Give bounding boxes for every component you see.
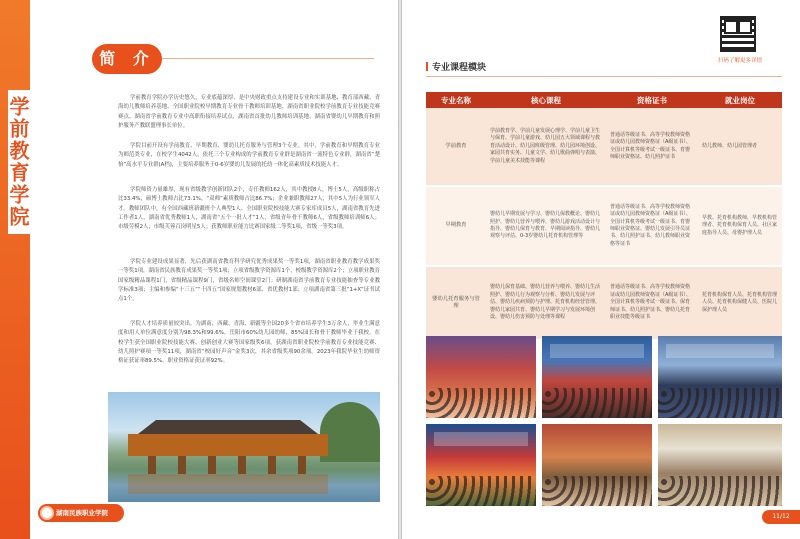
intro-paragraph-1: 学前教育学院办学历史悠久，专业底蕴深厚，是中央财政重点支持建设专业和实训基地、教育部西藏、青海幼儿教师培养基地、全国职业院校早期教育专业骨干教师培训基地、湖南省职业院校学前教育专业技能竞赛赛点、湖南省学前教育专业中高职衔接培养试点、湖南省首批幼儿教师培训基地、湖南省婴幼儿早期教育和照护服务产教联盟理事长单位。: [118, 95, 380, 129]
photo-performance: [426, 336, 536, 418]
header-major: 专业名称: [426, 92, 486, 108]
intro-paragraph-5: 学院人才培养质量较突出。为湖南、西藏、青海、新疆等全国20多个省市培养学生3万余人，毕业生满意度和用人单位满意度分别为98.3%和99.6%。岳阳市60%幼儿园幼师、85%园长和骨干教师毕业于我校。在校学生获全国职业院校技能大赛、创新创业大赛等国家级奖6项，获湖南省职业院校学前教育专业技能竞赛、幼儿照护赛项一等奖11项，湖南省“校园好声音”金奖3次，其余省级奖项90余项。2023年我院毕业生幼师资格证获证率89.5%，职业资格证获证率92%。: [118, 321, 380, 365]
photo-training-room: [658, 424, 782, 506]
bridge-roof: [138, 420, 318, 434]
row-major: 学前教育: [426, 108, 486, 186]
side-color-band: [0, 0, 30, 539]
table-row: [426, 186, 782, 266]
photo-trees: [320, 402, 380, 462]
college-logo-text: 湖南民族职业学院: [56, 509, 108, 517]
intro-paragraph-3: 学院师资力量雄厚，现有省级教学创新团队2个，专任教师162人，其中教授8人，博士5人，高级职称占比33.4%，硕博士教师占比73.1%，“双师”素质教师占比86.7%；企业兼职教师27人，其中5人为行业领军人才。教师团队中，有全国西藏班新疆班个人典型1人、全国职业院校技能大赛专家库成员5人，湖南省教育先进工作者1人，湖南省优秀教师1人，湖南省“五个一批人才”1人，省级青年骨干教师6人，省级教师培训师6人；市级劳模2人；市级芙蓉百岗明星5人；获教师职业能力比赛国家级二等奖1项，省级一等奖3项。: [118, 187, 380, 231]
qr-code-icon[interactable]: [720, 16, 756, 52]
row-job: 托育机构保育人员、托育机构管理人员、托育机构保健人员、医院儿保护理人员: [698, 266, 782, 340]
row-courses: 婴幼儿保育基础、婴幼儿营养与喂养、婴幼儿生活照护、婴幼儿行为观察与分析、婴幼儿发展与评估、婴幼儿疾病预防与护理、托育机构经营管理、婴幼儿家园共育、婴幼儿早期学习与发展环境创设、婴幼儿伤害预防与处理等课程: [486, 266, 606, 340]
table-header-row: [426, 92, 782, 108]
page-number: 11/12: [762, 510, 800, 524]
intro-paragraph-4: 学院专业建设成果显著，先后获湖南省教育科学研究优秀成果奖一等奖1项，湖南省职业教育教学成果奖一等奖1项，湖南省民族教育成果奖一等奖1项；立项省级教学资源库1个，校级教学资源库2个；立项职业教育国家级精品课程1门，省级精品课程9门，省级名师空间课堂2门；研制湖南省学前教育专业技能抽查等专业教学标准3项；主编和参编“十三五”“十四五”国家规划教材6部、省优教材1部；立项湖南省第三批“1+X”证书试点1个。: [118, 259, 380, 303]
row-job: 早教、托育机构教师、早教机构管理者、托育机构保育人员、社区家庭指导人员、母婴护理人员: [698, 186, 782, 266]
row-job: 幼儿教师、幼儿园管理者: [698, 108, 782, 186]
table-row: [426, 108, 782, 186]
college-logo-badge: [38, 504, 124, 522]
module-divider: [426, 76, 782, 77]
college-emblem-icon: [40, 506, 54, 520]
row-cert: 普通话等级证书、高等学校教师资格证或幼儿园教师资格证（A级证书）、全国计算机等级考试一级证书、育婴师职业资格证、幼儿照护证书: [606, 108, 698, 186]
row-major: 婴幼儿托育服务与管理: [426, 266, 486, 340]
right-page: [402, 0, 800, 539]
photo-ceremony: [542, 336, 652, 418]
header-cert: 资格证书: [606, 92, 698, 108]
section-heading-intro: 简 介: [92, 44, 162, 74]
row-cert: 普通话等级证书、高等学校教师资格证或幼儿园教师资格证（A级证书）、全国计算机等级考试一级证书、育婴师职业资格证、婴幼儿发展引导员证书、幼儿照护证书、幼儿教师职业资格等证书: [606, 186, 698, 266]
bridge-pillars: [148, 456, 308, 474]
module-title: 专业课程模块: [426, 60, 486, 73]
heading-divider: [162, 58, 374, 59]
row-courses: 婴幼儿早期发展与学习、婴幼儿保教概论、婴幼儿照护、婴幼儿营养与喂养、婴幼儿游戏活动设计与指导、婴幼儿保育与教育、早期阅读指导、婴幼儿观察与评估、0-3岁婴幼儿托育机构管理等: [486, 186, 606, 266]
row-cert: 普通话等级证书、高等学校教师资格证或幼儿园教师资格证（A级证书）、全国计算机等级考试一级证书、保育师证书、幼儿照护证书、婴幼儿托育职业技能等级证书: [606, 266, 698, 340]
row-major: 早期教育: [426, 186, 486, 266]
qr-caption: 扫码了解更多详情: [717, 58, 762, 64]
water-reflection: [128, 474, 328, 494]
campus-bridge-photo: [108, 392, 380, 502]
bridge-deck: [128, 434, 328, 456]
header-courses: 核心课程: [486, 92, 606, 108]
row-courses: 学前教育学、学前儿童发展心理学、学前儿童卫生与保育、学前儿童游戏、幼儿园五大领域课程与教育活动设计、幼儿园班级管理、幼儿园环境创设、家园共育实务、儿童文学、幼儿歌曲弹唱与表演、学前儿童美术技能等课程: [486, 108, 606, 186]
header-job: 就业岗位: [698, 92, 782, 108]
photo-auditorium: [658, 336, 782, 418]
photo-group-outdoor: [542, 424, 652, 506]
intro-paragraph-2: 学院目前开设有学前教育、早期教育、婴幼儿托育服务与管理3个专业。其中，学前教育和早期教育专业为师范类专业，在校学生4042人，依托三个专业构成的学前教育专业群是湖南省一流特色专业群，湖南省“楚怡”高水平专业群(A档)，主要培养服务于0-6岁婴幼儿发展的托幼一体化高素质技术技能人才。: [118, 143, 380, 168]
photo-group-award: [426, 424, 536, 506]
table-row: [426, 266, 782, 340]
college-vertical-title: 学前教育学院: [8, 90, 30, 234]
left-page: [0, 0, 398, 539]
course-module-table: [426, 92, 782, 341]
